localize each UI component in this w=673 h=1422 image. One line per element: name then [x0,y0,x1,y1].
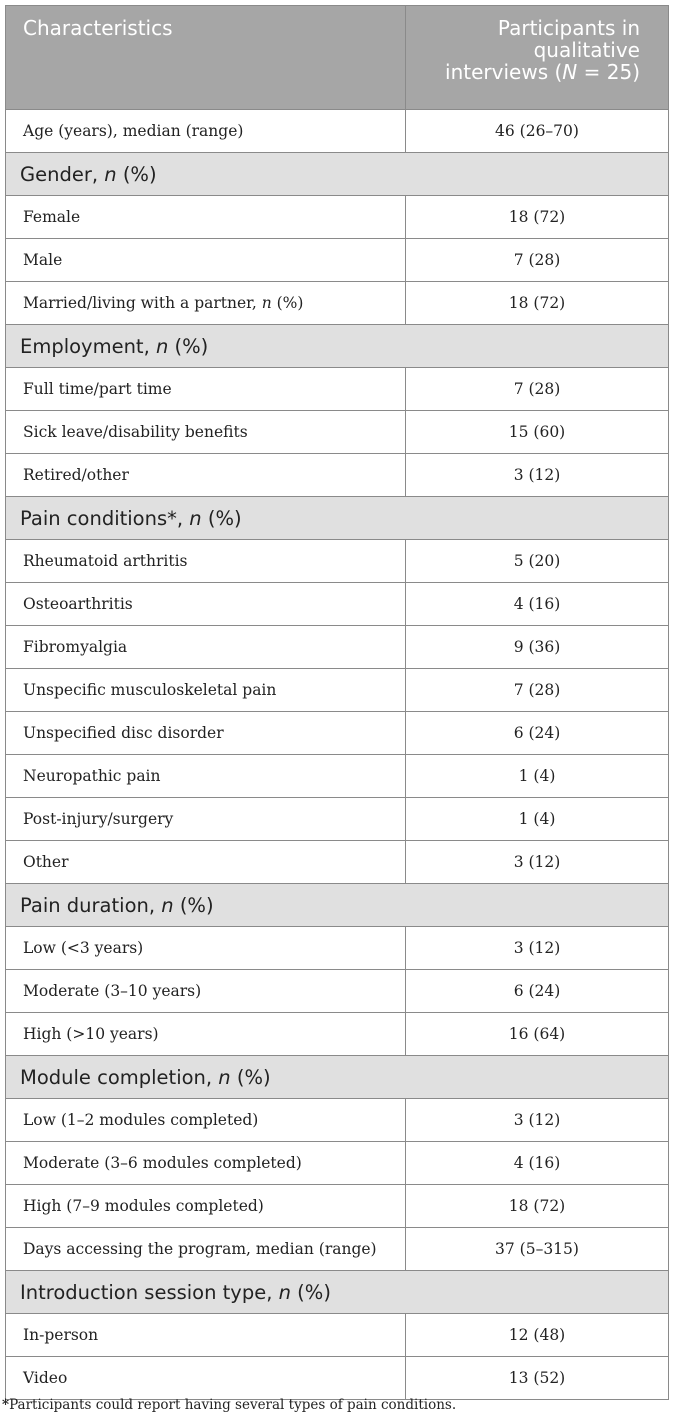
table-row [6,583,669,626]
row-label-cell [6,454,406,497]
row-value-cell [406,196,669,239]
row-label-cell [6,1357,406,1400]
row-value-cell [406,411,669,454]
row-value-cell [406,798,669,841]
header-characteristics [6,6,406,110]
row-label: Retired/other [23,466,129,484]
row-value-cell [406,1013,669,1056]
row-value: 4 (16) [513,1154,561,1172]
row-label: Pain conditions*, [20,506,190,530]
section-header-cell [6,884,669,927]
row-value: 3 (12) [513,466,561,484]
section-header-cell [6,1271,669,1314]
row-value-cell [406,712,669,755]
row-value: 3 (12) [513,939,561,957]
table-row [6,1185,669,1228]
table-row [6,669,669,712]
section-header-row [6,1271,669,1314]
row-label-italic: n [278,1280,291,1304]
row-value: 3 (12) [513,853,561,871]
row-value-cell [406,1185,669,1228]
row-value: 9 (36) [513,638,561,656]
row-label-suffix: (%) [173,893,214,917]
row-value: 12 (48) [508,1326,566,1344]
row-value: 18 (72) [508,294,566,312]
section-header-row [6,153,669,196]
section-header-cell [6,325,669,368]
row-value: 5 (20) [513,552,561,570]
table-row [6,970,669,1013]
section-header-cell [6,1056,669,1099]
row-value: 18 (72) [508,208,566,226]
row-label: Unspecified disc disorder [23,724,224,742]
row-label-italic: n [189,506,202,530]
table-row [6,239,669,282]
row-label-italic: n [155,334,169,358]
row-value-cell [406,970,669,1013]
row-value-cell [406,1142,669,1185]
row-label-suffix: (%) [290,1280,331,1304]
row-label-cell [6,712,406,755]
table-row [6,1142,669,1185]
row-value-cell [406,1228,669,1271]
row-label: Unspecific musculoskeletal pain [23,681,277,699]
section-header-row [6,325,669,368]
row-label-cell [6,239,406,282]
section-header-row [6,1056,669,1099]
row-value-cell [406,1314,669,1357]
row-value: 37 (5–315) [495,1240,579,1258]
characteristics-table [5,5,669,1400]
row-label: Rheumatoid arthritis [23,552,188,570]
row-label-cell [6,1099,406,1142]
row-label: Low (1–2 modules completed) [23,1111,259,1129]
header-line-2: qualitative [533,38,640,62]
row-label: Moderate (3–10 years) [23,982,202,1000]
row-label-suffix: (%) [230,1065,271,1089]
footnote-marker: * [2,1397,10,1413]
table-row [6,1314,669,1357]
row-value: 4 (16) [513,595,561,613]
row-label-cell [6,110,406,153]
row-label-cell [6,927,406,970]
row-label-cell [6,1228,406,1271]
row-label-italic: n [161,893,174,917]
header-line-1: Participants in [497,16,640,40]
row-label: Married/living with a partner, [23,294,262,312]
section-header-cell [6,153,669,196]
row-label: Osteoarthritis [23,595,133,613]
row-value: 15 (60) [508,423,566,441]
row-value: 46 (26–70) [495,122,579,140]
table-row [6,196,669,239]
row-label-cell [6,540,406,583]
table-row [6,798,669,841]
section-header-cell [6,497,669,540]
table-row [6,110,669,153]
row-label: Gender, [20,162,105,186]
row-label: Sick leave/disability benefits [23,423,248,441]
header-line-3-pre: interviews ( [445,60,563,84]
row-value: 6 (24) [513,982,561,1000]
row-label: Other [23,853,69,871]
row-value-cell [406,540,669,583]
row-value-cell [406,583,669,626]
row-value: 13 (52) [508,1369,566,1387]
row-value-cell [406,454,669,497]
row-value: 1 (4) [518,810,556,828]
table-row [6,626,669,669]
table-row [6,454,669,497]
table-row [6,1357,669,1400]
row-label: Low (<3 years) [23,939,144,957]
row-value: 18 (72) [508,1197,566,1215]
row-label: High (>10 years) [23,1025,159,1043]
row-value-cell [406,368,669,411]
row-label-cell [6,196,406,239]
row-label-italic: n [218,1065,231,1089]
table-row [6,927,669,970]
row-label-cell [6,798,406,841]
row-label: In-person [23,1326,99,1344]
row-value-cell [406,841,669,884]
row-label-suffix: (%) [201,506,242,530]
row-label-italic: n [261,294,272,312]
row-label: Male [23,251,63,269]
row-value-cell [406,1357,669,1400]
row-label-cell [6,669,406,712]
table-row [6,1099,669,1142]
row-label: Module completion, [20,1065,219,1089]
table-row [6,841,669,884]
row-label: Post-injury/surgery [23,810,174,828]
row-label: Fibromyalgia [23,638,128,656]
row-value-cell [406,110,669,153]
row-label: Pain duration, [20,893,162,917]
table-row [6,712,669,755]
row-label-cell [6,755,406,798]
row-value: 7 (28) [513,681,561,699]
row-label: Video [23,1369,68,1387]
row-value: 3 (12) [513,1111,561,1129]
row-label-cell [6,368,406,411]
row-value: 6 (24) [513,724,561,742]
row-label: Introduction session type, [20,1280,279,1304]
row-label-cell [6,583,406,626]
row-label-suffix: (%) [168,334,209,358]
table-header-row [6,6,669,110]
row-label-cell [6,626,406,669]
table-footnote [2,1397,456,1413]
row-label-suffix: (%) [271,294,304,312]
row-value: 16 (64) [508,1025,566,1043]
row-label-cell [6,841,406,884]
row-label-cell [6,411,406,454]
row-label-cell [6,1185,406,1228]
row-label-cell [6,1314,406,1357]
section-header-row [6,497,669,540]
header-participants [406,6,669,110]
row-label: Days accessing the program, median (range) [23,1240,377,1258]
header-line-3-post: = 25) [577,60,640,84]
row-value: 7 (28) [513,251,561,269]
header-characteristics-label: Characteristics [23,16,173,40]
row-value-cell [406,755,669,798]
row-label: Age (years), median (range) [23,122,244,140]
row-value-cell [406,669,669,712]
row-value-cell [406,1099,669,1142]
row-value-cell [406,927,669,970]
table-row [6,1228,669,1271]
footnote-text: Participants could report having several types of pain conditions. [9,1397,457,1413]
row-label: Moderate (3–6 modules completed) [23,1154,302,1172]
row-label-cell [6,1013,406,1056]
row-value-cell [406,626,669,669]
section-header-row [6,884,669,927]
row-label-italic: n [104,162,117,186]
row-label: High (7–9 modules completed) [23,1197,264,1215]
table-row [6,755,669,798]
row-value-cell [406,239,669,282]
table-row [6,368,669,411]
table-row [6,411,669,454]
table-row [6,1013,669,1056]
table-body [6,110,669,1400]
row-label: Neuropathic pain [23,767,161,785]
row-label-cell [6,282,406,325]
row-value: 7 (28) [513,380,561,398]
row-label: Employment, [20,334,156,358]
row-value: 1 (4) [518,767,556,785]
table-row [6,282,669,325]
row-value-cell [406,282,669,325]
row-label-suffix: (%) [116,162,157,186]
header-line-3-italic: N [562,60,578,84]
row-label: Female [23,208,81,226]
table-row [6,540,669,583]
row-label-cell [6,1142,406,1185]
row-label-cell [6,970,406,1013]
row-label: Full time/part time [23,380,172,398]
